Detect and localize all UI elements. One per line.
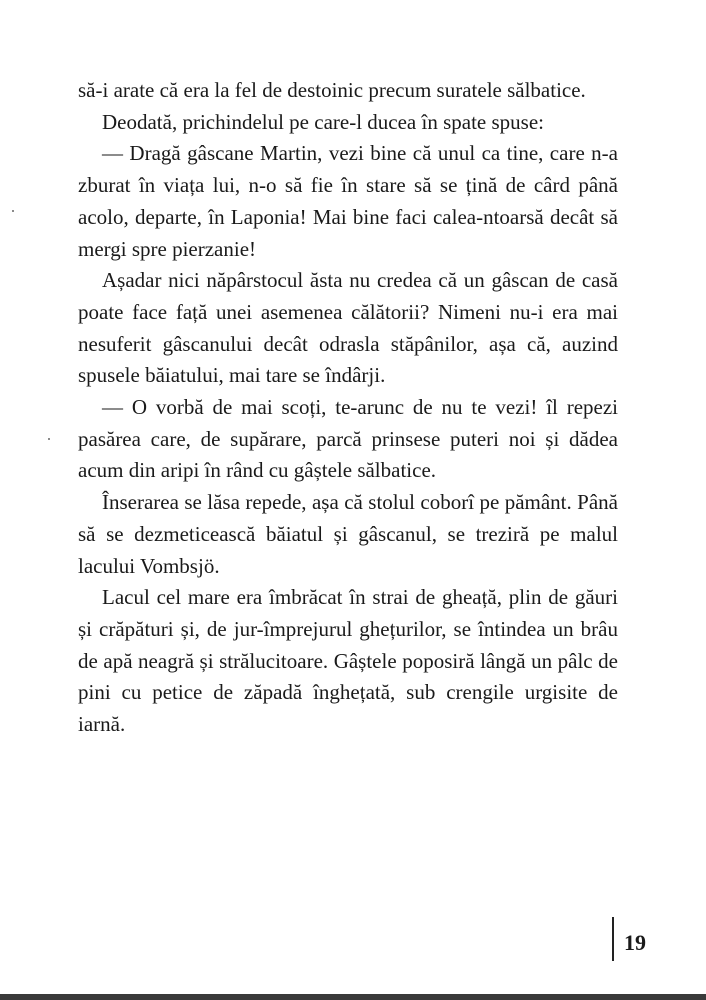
body-text — [78, 75, 618, 741]
page-footer — [612, 916, 646, 962]
scan-speck — [12, 210, 14, 212]
paragraph-7: Lacul cel mare era îmbrăcat în strai de gheață, plin de găuri și crăpături și, de jur-împrejurul ghețurilor, se întindea un brâu de apă neagră și strălucitoare. Gâștele poposiră lângă un pâlc de pini cu petice de zăpadă înghețată, sub crengile urgisite de iarnă. — [78, 585, 618, 737]
paragraph-6: Înserarea se lăsa repede, așa că stolul coborî pe pământ. Până să se dezmeticească băiatul și gâscanul, se treziră pe malul lacului Vombsjö. — [78, 490, 618, 578]
paragraph-5: — O vorbă de mai scoți, te-arunc de nu te vezi! îl repezi pasărea care, de supărare, parcă prinsese puteri noi și dădea acum din aripi în rând cu gâștele sălbatice. — [78, 395, 618, 483]
paragraph-2: Deodată, prichindelul pe care-l ducea în spate spuse: — [102, 109, 544, 134]
paragraph-1: să-i arate că era la fel de destoinic precum suratele sălbatice. — [78, 78, 586, 102]
paragraph-4: Așadar nici năpârstocul ăsta nu credea că un gâscan de casă poate face față unei asemenea călătorii? Nimeni nu-i era mai nesuferit gâscanului decât odrasla stăpânilor, așa că, auzind spusele băiatului, mai tare se îndârji. — [78, 268, 618, 388]
footer-rule — [612, 917, 614, 961]
paragraph-3: — Dragă gâscane Martin, vezi bine că unul ca tine, care n-a zburat în viața lui, n-o să fie în stare să se țină de cârd până acolo, departe, în Laponia! Mai bine faci calea-ntoarsă decât să mergi spre pierzanie! — [78, 141, 618, 261]
scan-speck — [48, 438, 50, 440]
page-number: 19 — [624, 930, 646, 955]
scan-bottom-edge — [0, 994, 706, 1000]
